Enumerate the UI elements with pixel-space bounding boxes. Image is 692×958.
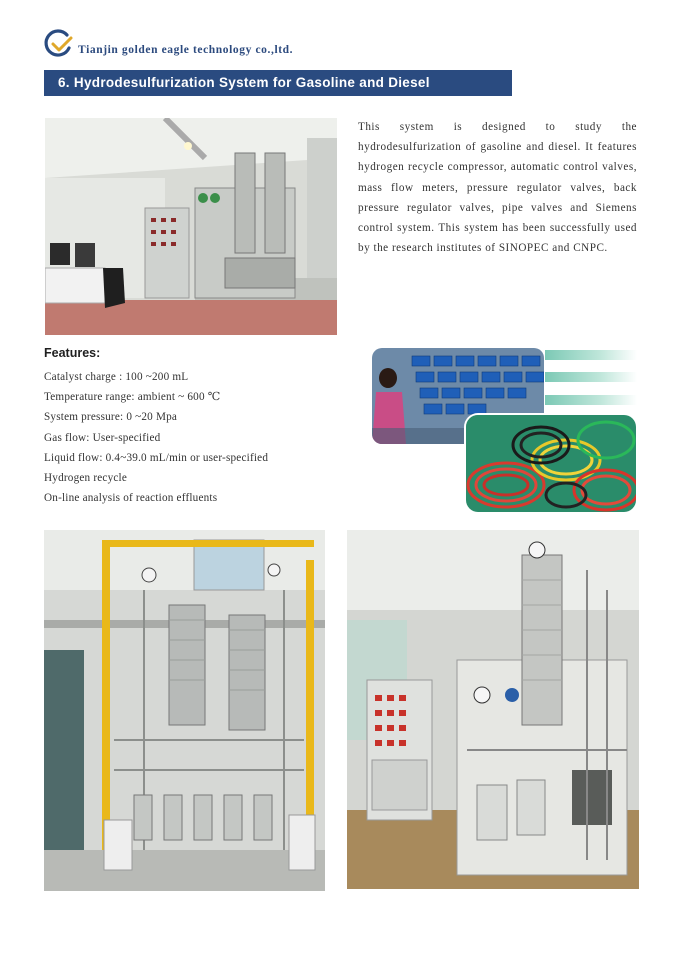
company-name: Tianjin golden eagle technology co.,ltd. (78, 44, 294, 56)
decorative-stripe (545, 395, 637, 405)
feature-item: Liquid flow: 0.4~39.0 mL/min or user-specified (44, 451, 269, 464)
section-title: 6. Hydrodesulfurization System for Gasoline and Diesel (44, 70, 512, 96)
feature-item: On-line analysis of reaction effluents (44, 492, 218, 505)
company-logo (42, 27, 74, 59)
photo-control-cabinet-rig (347, 530, 639, 889)
photo-reactor-system (44, 530, 325, 891)
feature-item: Catalyst charge : 100 ~200 mL (44, 371, 189, 383)
feature-item: Temperature range: ambient ~ 600 ℃ (44, 391, 221, 404)
decorative-stripe (545, 372, 637, 382)
photo-colored-cables (466, 415, 636, 512)
feature-item: Gas flow: User-specified (44, 431, 161, 444)
feature-item: Hydrogen recycle (44, 472, 128, 485)
features-list (44, 367, 268, 508)
photo-lab-system (45, 118, 337, 335)
system-description: This system is designed to study the hydrodesulfurization of gasoline and diesel. It features hydrogen recycle compressor, automatic control valves, mass flow meters, pressure regulator valves, back pressure regulator valves, pipe valves and Siemens control system. This system has been successfully used by the research institutes of SINOPEC and CNPC. (358, 121, 637, 255)
decorative-stripe (545, 350, 637, 360)
features-heading: Features: (44, 346, 101, 360)
feature-item: System pressure: 0 ~20 Mpa (44, 411, 178, 424)
